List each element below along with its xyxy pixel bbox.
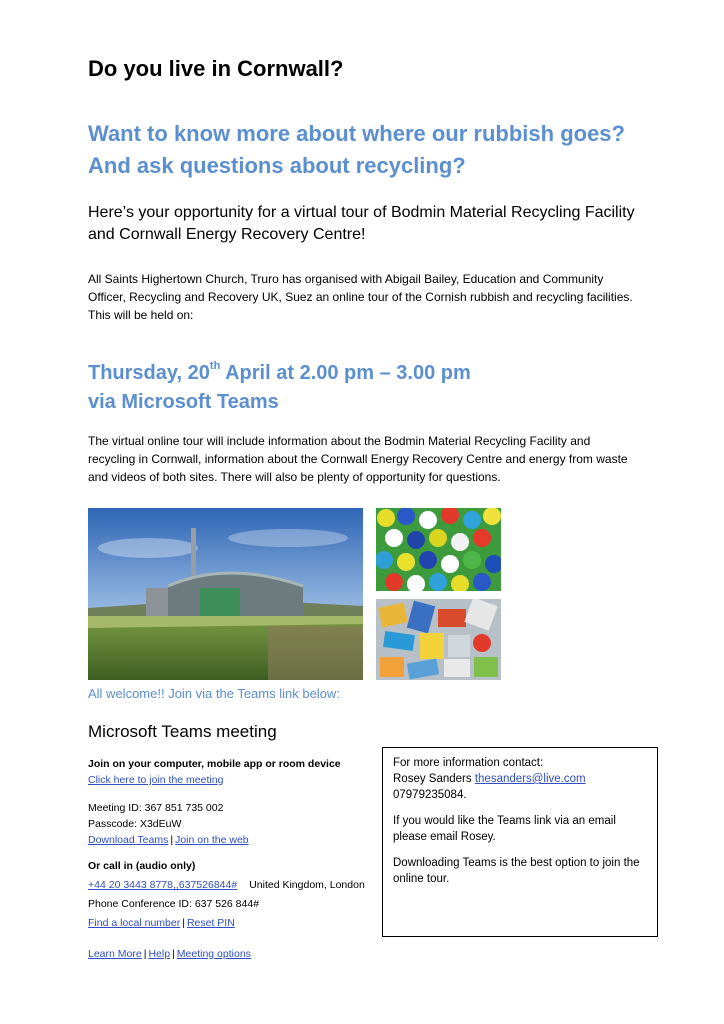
email-note: If you would like the Teams link via an email please email Rosey. [393,815,616,843]
join-heading: Join on your computer, mobile app or room device [88,758,341,770]
contact-email-link[interactable]: thesanders@live.com [474,773,586,785]
separator: | [172,948,175,960]
join-meeting-link[interactable]: Click here to join the meeting [88,774,224,786]
passcode: Passcode: X3dEuW [88,818,182,830]
phone-number-link[interactable]: +44 20 3443 8778,,637526844# [88,879,238,891]
separator: | [143,948,147,960]
energy-recovery-centre-photo [88,508,363,680]
contact-phone: 07979235084. [393,789,467,801]
help-link[interactable]: Help [148,948,171,960]
contact-intro: For more information contact: [393,757,544,769]
event-time: April at 2.00 pm – 3.00 pm [220,362,471,384]
organiser-paragraph: All Saints Highertown Church, Truro has organised with Abigail Bailey, Education and Community Officer, Recycling and Recovery UK, Suez an online tour of the Cornish rubbish and recycling facilities. This will be held on: [88,272,633,322]
find-local-number-link[interactable]: Find a local number [88,917,181,929]
join-web-link[interactable]: Join on the web [175,834,249,846]
download-note: Downloading Teams is the best option to join the online tour. [393,857,640,885]
learn-more-link[interactable]: Learn More [88,948,142,960]
mixed-recycling-photo [376,599,501,680]
meeting-options-link[interactable]: Meeting options [176,948,251,960]
phone-location: United Kingdom, London [249,879,365,891]
call-in-heading: Or call in (audio only) [88,860,196,872]
teams-meeting-title: Microsoft Teams meeting [88,722,277,741]
separator: | [182,917,185,929]
contact-box [382,747,658,937]
conference-id: Phone Conference ID: 637 526 844# [88,898,260,910]
separator: | [170,834,174,846]
welcome-text: All welcome!! Join via the Teams link below: [88,686,340,701]
subheading: Want to know more about where our rubbish goes? And ask questions about recycling? [88,121,625,178]
reset-pin-link[interactable]: Reset PIN [186,917,235,929]
bottle-caps-photo [376,508,501,591]
contact-name: Rosey Sanders [393,773,475,785]
meeting-id: Meeting ID: 367 851 735 002 [88,802,224,814]
teams-details [88,756,378,962]
page-title: Do you live in Cornwall? [88,56,344,81]
event-platform: via Microsoft Teams [88,391,279,413]
event-ordinal: th [209,360,221,372]
tour-description: The virtual online tour will include information about the Bodmin Material Recycling Facility and recycling in Cornwall, information about the Cornwall Energy Recovery Centre and energy from waste and videos of both sites. There will also be plenty of opportunity for questions. [88,434,628,484]
intro-text: Here’s your opportunity for a virtual tour of Bodmin Material Recycling Facility and Cornwall Energy Recovery Centre! [88,204,635,243]
event-day: Thursday, 20 [88,362,210,384]
download-teams-link[interactable]: Download Teams [88,834,169,846]
event-date [88,352,471,417]
